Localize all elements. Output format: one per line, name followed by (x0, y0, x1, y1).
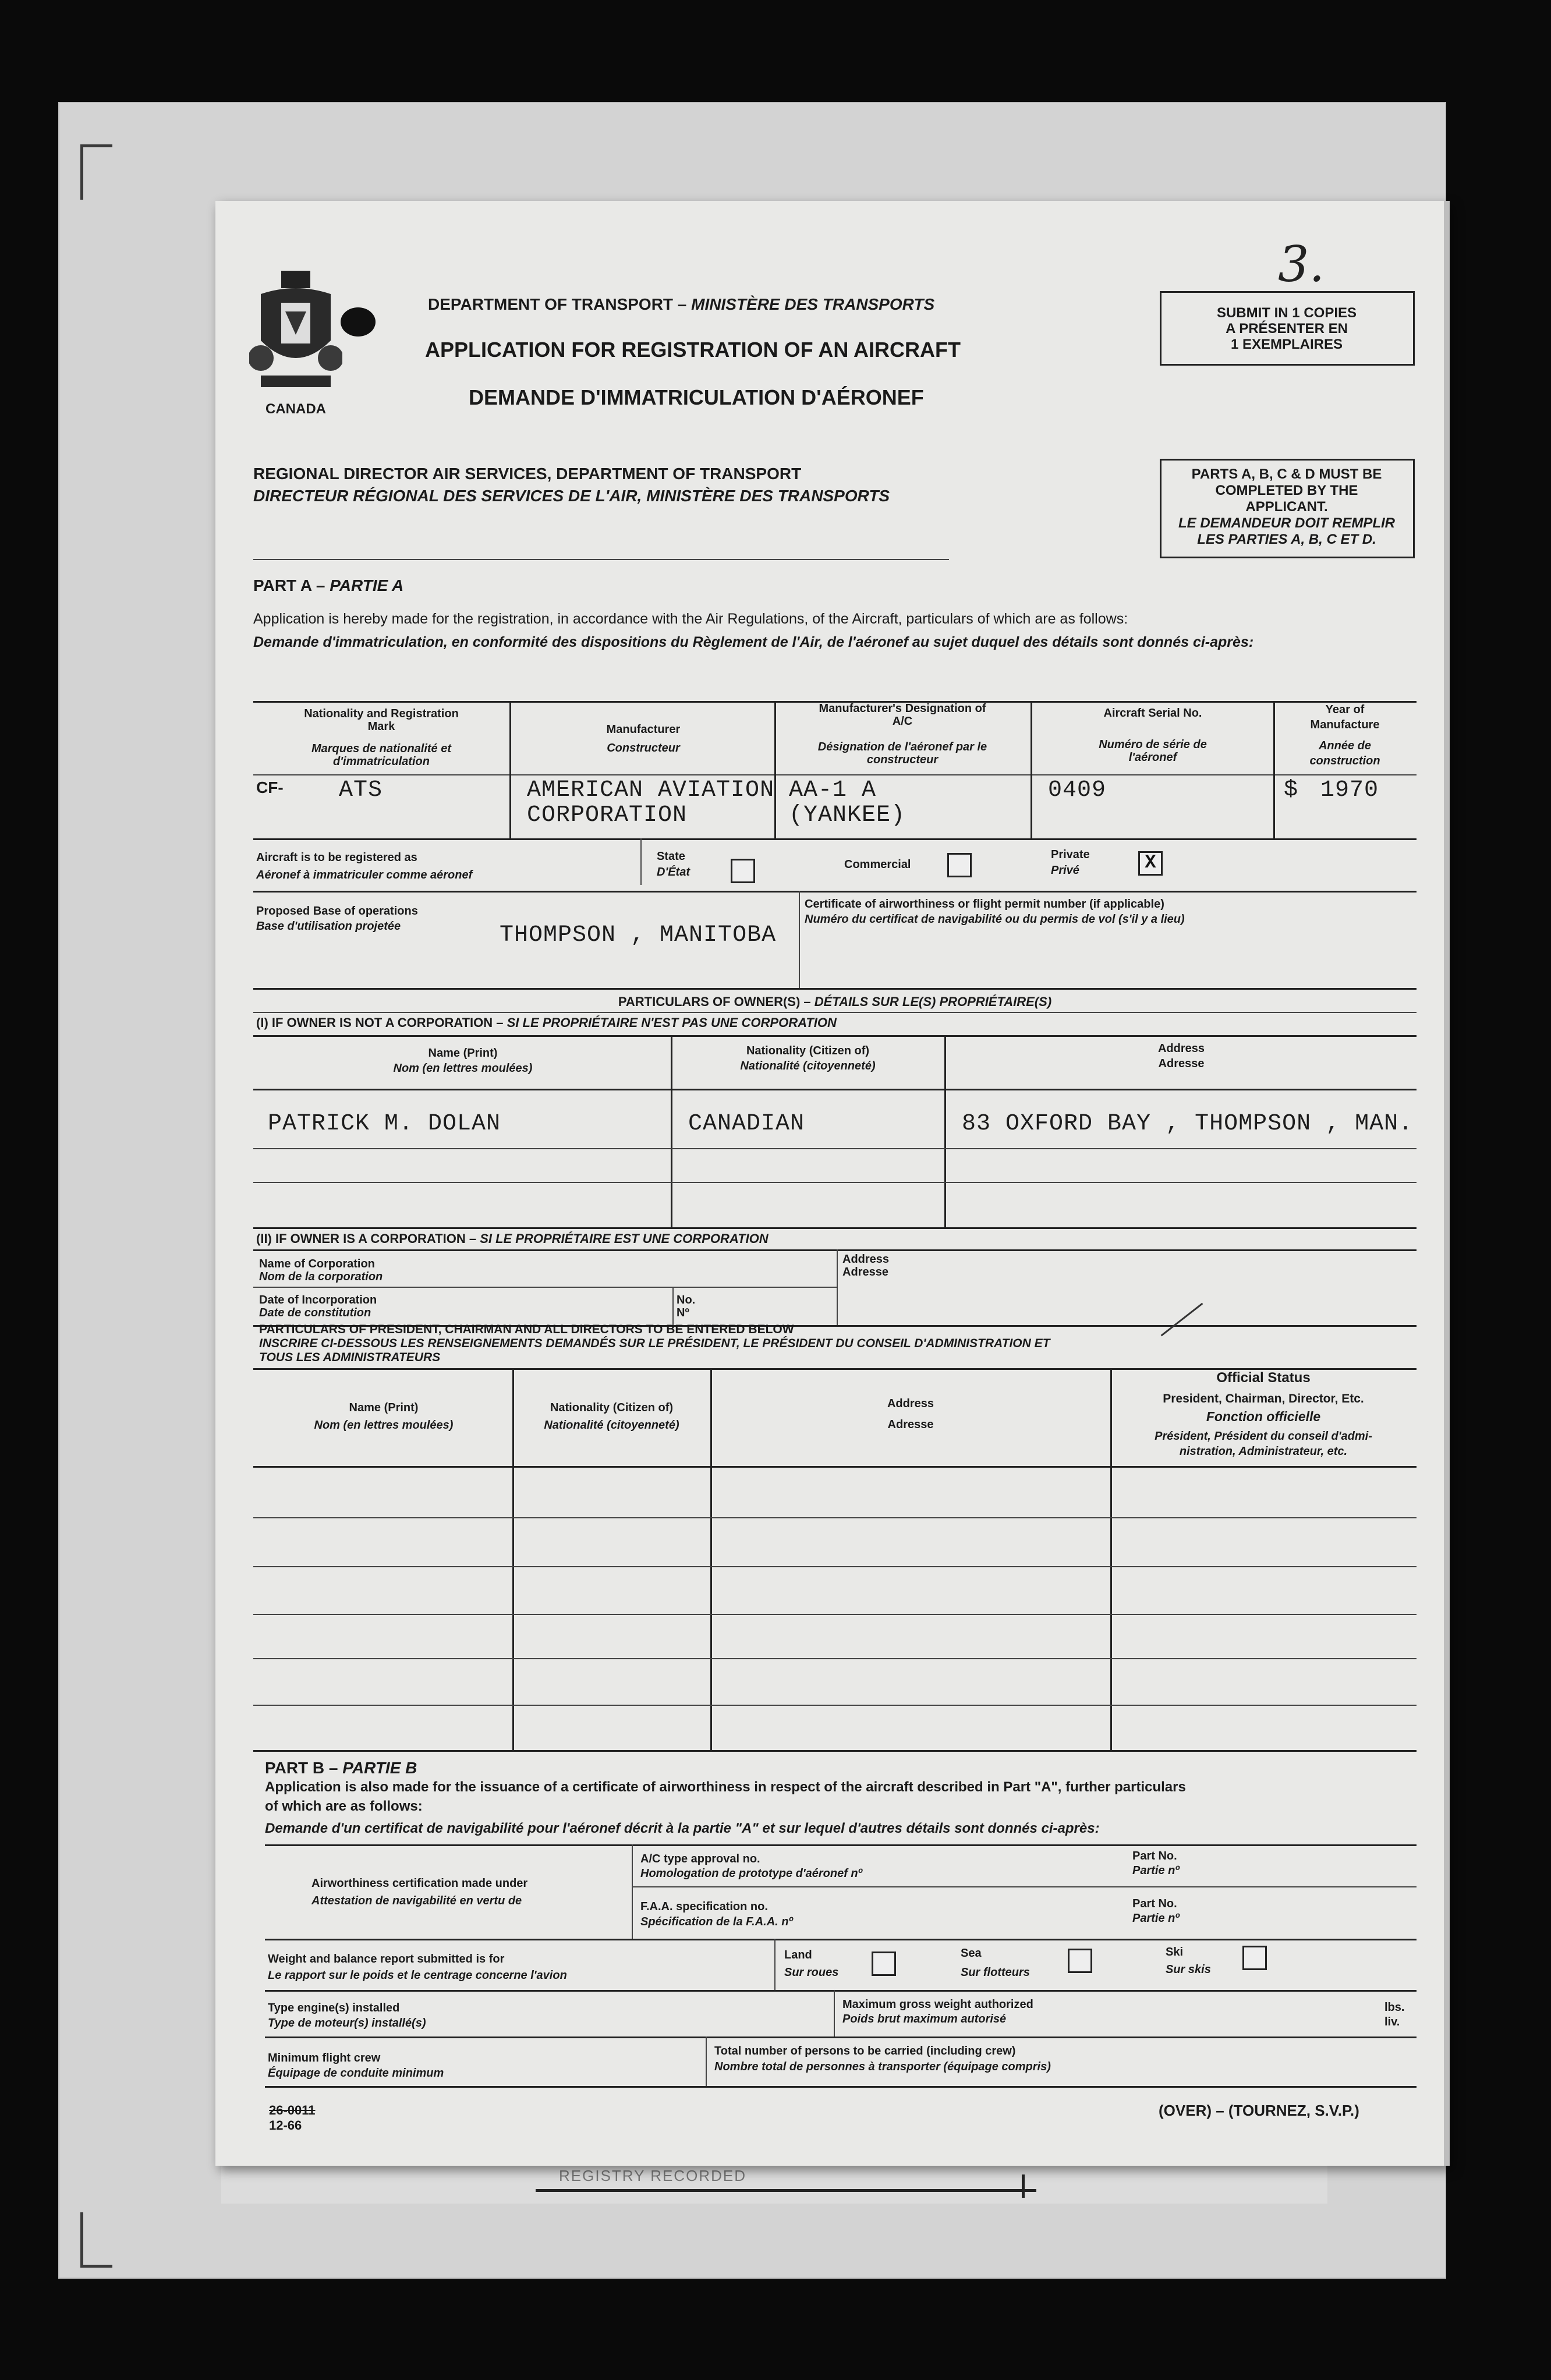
parts-line-2: COMPLETED BY THE (1215, 483, 1358, 498)
designation-value-line-1: AA-1 A (789, 777, 877, 803)
directors-instruction-fr-2: TOUS LES ADMINISTRATEURS (259, 1351, 441, 1364)
country-label: CANADA (265, 401, 326, 417)
part-a-heading: PART A – PARTIE A (253, 576, 404, 594)
corp-no-fr: Nº (677, 1306, 689, 1319)
directors-instruction-en: PARTICULARS OF PRESIDENT, CHAIRMAN AND ALL DIRECTORS TO BE ENTERED BELOW (259, 1323, 794, 1336)
base-divider (799, 891, 800, 989)
ac-type-fr: Homologation de prototype d'aéronef nº (640, 1867, 862, 1880)
frame-corner-bottom-left (80, 2212, 112, 2268)
weight-report-fr: Le rapport sur le poids et le centrage concerne l'avion (268, 1969, 567, 1982)
max-weight-en: Maximum gross weight authorized (842, 1998, 1033, 2011)
engine-en: Type engine(s) installed (268, 2002, 400, 2014)
owners-title: PARTICULARS OF OWNER(S) – DÉTAILS SUR LE(S) PROPRIÉTAIRE(S) (618, 994, 1052, 1009)
owner-header-bottom (253, 1089, 1417, 1090)
state-fr: D'État (657, 866, 690, 879)
part-b-intro-fr: Demande d'un certificat de navigabilité pour l'aéronef décrit à la partie "A" et sur lequel d'autres détails sont donnés ci-après: (265, 1821, 1100, 1836)
owner-name-header-en: Name (Print) (428, 1047, 498, 1060)
certificate-label-en: Certificate of airworthiness or flight permit number (if applicable) (805, 898, 1164, 911)
corp-date-fr: Date de constitution (259, 1306, 371, 1319)
weight-divider (774, 1939, 776, 1990)
official-status-fr-1: Fonction officielle (1206, 1409, 1321, 1424)
corp-address-fr: Adresse (842, 1266, 888, 1278)
faa-en: F.A.A. specification no. (640, 1900, 768, 1913)
part-no-1-fr: Partie nº (1132, 1864, 1180, 1877)
land-fr: Sur roues (784, 1966, 839, 1979)
commercial-label: Commercial (844, 858, 911, 871)
official-status-title: Official Status (1216, 1370, 1311, 1386)
year-value: 1970 (1320, 777, 1379, 803)
department-line (428, 295, 934, 314)
owner-name-value: PATRICK M. DOLAN (268, 1111, 501, 1137)
over-label: (OVER) – (TOURNEZ, S.V.P.) (1159, 2102, 1359, 2119)
col-designation-en: Manufacturer's Designation of A/C (819, 702, 986, 728)
base-label-en: Proposed Base of operations (256, 905, 418, 918)
parts-line-1: PARTS A, B, C & D MUST BE (1191, 466, 1382, 482)
directors-instruction-fr-1: INSCRIRE CI-DESSOUS LES RENSEIGNEMENTS DEMANDÉS SUR LE PRÉSIDENT, LE PRÉSIDENT DU CONSEIL D'ADMINISTRATION ET (259, 1337, 1050, 1350)
stamp-tick (1022, 2174, 1025, 2198)
directors-row-line-5 (253, 1705, 1417, 1706)
corp-name-fr: Nom de la corporation (259, 1270, 383, 1283)
part-b-intro-en-1: Application is also made for the issuance of a certificate of airworthiness in respect of the aircraft described in Part "A", further particulars (265, 1779, 1186, 1795)
owner-nationality-header-en: Nationality (Citizen of) (746, 1044, 870, 1057)
crew-divider (706, 2037, 707, 2086)
registered-as-fr: Aéronef à immatriculer comme aéronef (256, 869, 473, 881)
part-b-table-top (265, 1844, 1417, 1846)
crew-fr: Équipage de conduite minimum (268, 2067, 444, 2080)
owner-address-header-fr: Adresse (1158, 1057, 1205, 1070)
part-no-1-en: Part No. (1132, 1850, 1177, 1862)
corp-row-line (253, 1287, 837, 1288)
corp-address-divider (837, 1249, 838, 1325)
official-status-en: President, Chairman, Director, Etc. (1163, 1392, 1364, 1405)
table-a-header-divider (253, 774, 1417, 775)
table-a-bottom (253, 838, 1417, 840)
registered-divider (640, 838, 642, 885)
ink-blot (341, 307, 376, 337)
owner-address-header-en: Address (1157, 1042, 1205, 1055)
cert-divider (632, 1844, 633, 1939)
registry-stamp-text: REGISTRY RECORDED (559, 2167, 746, 2184)
corp-no-en: No. (677, 1294, 696, 1306)
crew-en: Minimum flight crew (268, 2052, 381, 2064)
land-checkbox[interactable] (872, 1952, 896, 1976)
part-b-heading: PART B – PARTIE B (265, 1759, 417, 1777)
weight-report-en: Weight and balance report submitted is for (268, 1953, 505, 1965)
col-serial-en: Aircraft Serial No. (1103, 707, 1202, 720)
manufacturer-value-line-2: CORPORATION (527, 802, 688, 828)
owners-title-line (253, 1012, 1417, 1013)
corp-no-divider (672, 1287, 674, 1325)
sea-checkbox[interactable] (1068, 1949, 1092, 1973)
addressee-fr: DIRECTEUR RÉGIONAL DES SERVICES DE L'AIR, MINISTÈRE DES TRANSPORTS (253, 487, 890, 505)
private-en: Private (1051, 848, 1090, 861)
stamp-underline (536, 2189, 1036, 2192)
directors-nationality-en: Nationality (Citizen of) (550, 1401, 674, 1414)
directors-row-line-1 (253, 1517, 1417, 1518)
owner-corp-heading: (II) IF OWNER IS A CORPORATION – SI LE PROPRIÉTAIRE EST UNE CORPORATION (256, 1231, 769, 1246)
col-registration-en: Nationality and Registration Mark (304, 707, 459, 733)
ski-en: Ski (1166, 1946, 1184, 1958)
official-status-fr-3: nistration, Administrateur, etc. (1179, 1445, 1348, 1458)
liv-unit: liv. (1384, 2016, 1400, 2028)
parts-line-4: LE DEMANDEUR DOIT REMPLIR (1178, 515, 1395, 531)
submit-line-3: 1 EXEMPLAIRES (1230, 337, 1343, 352)
commercial-checkbox[interactable] (947, 853, 972, 877)
corp-address-en: Address (842, 1253, 890, 1266)
part-a-intro-fr: Demande d'immatriculation, en conformité des dispositions du Règlement de l'Air, de l'aéronef au sujet duquel des détails sont donnés ci-après: (253, 634, 1254, 650)
private-fr: Privé (1051, 864, 1079, 877)
nationality-prefix: CF- (256, 778, 284, 796)
engine-fr: Type de moteur(s) installé(s) (268, 2017, 426, 2030)
year-overstrike: $ (1284, 777, 1299, 803)
lbs-unit: lbs. (1384, 2001, 1405, 2014)
directors-row-line-2 (253, 1566, 1417, 1567)
form-title-en: APPLICATION FOR REGISTRATION OF AN AIRCRAFT (425, 338, 961, 362)
paper-bottom-edge (221, 2163, 1327, 2204)
official-status-fr-2: Président, Président du conseil d'admi- (1155, 1430, 1372, 1443)
parts-line-3: APPLICANT. (1245, 499, 1328, 515)
state-en: State (657, 850, 685, 863)
certificate-label-fr: Numéro du certificat de navigabilité ou du permis de vol (s'il y a lieu) (805, 913, 1185, 926)
cert-row-bottom (265, 1939, 1417, 1940)
frame-corner-top-left (80, 144, 112, 200)
directors-name-fr: Nom (en lettres moulées) (314, 1419, 454, 1432)
directors-address-en: Address (887, 1397, 934, 1410)
department-fr: MINISTÈRE DES TRANSPORTS (691, 295, 935, 313)
table-a-vline-2 (774, 701, 776, 838)
state-checkbox[interactable] (731, 859, 755, 883)
part-b-table-bottom (265, 2086, 1417, 2088)
sea-en: Sea (961, 1947, 982, 1960)
directors-name-en: Name (Print) (349, 1401, 419, 1414)
max-weight-fr: Poids brut maximum autorisé (842, 2013, 1007, 2025)
owner-table-top (253, 1035, 1417, 1037)
serial-no-value: 0409 (1048, 777, 1107, 803)
part-a-intro-en: Application is hereby made for the registration, in accordance with the Air Regulations, of the Aircraft, particulars of which are as follows: (253, 611, 1128, 627)
form-date: 12-66 (269, 2118, 302, 2133)
submit-line-1: SUBMIT IN 1 COPIES (1216, 305, 1357, 321)
designation-value-line-2: (YANKEE) (789, 802, 906, 828)
owner-row-line-1 (253, 1148, 1417, 1149)
parts-line-5: LES PARTIES A, B, C ET D. (1197, 532, 1376, 547)
handwritten-number: 3. (1278, 236, 1325, 293)
table-a-vline-4 (1273, 701, 1275, 838)
part-no-2-en: Part No. (1132, 1897, 1177, 1910)
directors-row-line-3 (253, 1614, 1417, 1615)
cert-under-fr: Attestation de navigabilité en vertu de (311, 1894, 522, 1907)
addressee-underline (253, 559, 949, 560)
col-manufacturer-en: Manufacturer (606, 723, 681, 736)
private-checkbox[interactable]: X (1138, 851, 1163, 876)
sea-fr: Sur flotteurs (961, 1966, 1030, 1979)
part-b-intro-en-2: of which are as follows: (265, 1798, 423, 1814)
weight-row-bottom (265, 1990, 1417, 1992)
base-value: THOMPSON , MANITOBA (500, 922, 777, 948)
base-label-fr: Base d'utilisation projetée (256, 920, 401, 933)
addressee-en: REGIONAL DIRECTOR AIR SERVICES, DEPARTMENT OF TRANSPORT (253, 465, 802, 483)
col-manufacturer-fr: Constructeur (607, 742, 680, 755)
col-year-en: Year of Manufacture (1310, 703, 1380, 731)
canada-coat-of-arms-icon (249, 271, 342, 399)
directors-nationality-fr: Nationalité (citoyenneté) (544, 1419, 679, 1432)
owner-not-corp-heading: (I) IF OWNER IS NOT A CORPORATION – SI LE PROPRIÉTAIRE N'EST PAS UNE CORPORATION (256, 1015, 837, 1030)
owner-table-bottom (253, 1227, 1417, 1229)
land-en: Land (784, 1949, 812, 1961)
faa-fr: Spécification de la F.A.A. nº (640, 1915, 793, 1928)
directors-row-line-4 (253, 1658, 1417, 1659)
directors-address-fr: Adresse (887, 1418, 934, 1431)
corp-name-en: Name of Corporation (259, 1258, 375, 1270)
col-year-fr: Année de construction (1309, 739, 1380, 767)
corp-table-top (253, 1249, 1417, 1251)
form-number: 26-0011 (269, 2103, 316, 2117)
directors-header-bottom (253, 1466, 1417, 1468)
cert-under-en: Airworthiness certification made under (311, 1877, 528, 1890)
ski-checkbox[interactable] (1242, 1946, 1267, 1970)
manufacturer-value-line-1: AMERICAN AVIATION (527, 777, 775, 803)
persons-fr: Nombre total de personnes à transporter (équipage compris) (714, 2060, 1051, 2073)
owner-name-header-fr: Nom (en lettres moulées) (393, 1062, 533, 1075)
ski-fr: Sur skis (1166, 1963, 1211, 1976)
directors-table-bottom (253, 1750, 1417, 1752)
engine-row-bottom (265, 2037, 1417, 2038)
part-no-2-fr: Partie nº (1132, 1912, 1180, 1925)
table-a-vline-3 (1031, 701, 1032, 838)
directors-vline-3 (1110, 1368, 1112, 1751)
owner-nationality-value: CANADIAN (688, 1111, 805, 1137)
form-title-fr: DEMANDE D'IMMATRICULATION D'AÉRONEF (469, 385, 924, 409)
submit-line-2: A PRÉSENTER EN (1226, 321, 1348, 337)
col-serial-fr: Numéro de série de l'aéronef (1099, 738, 1207, 764)
owner-nationality-header-fr: Nationalité (citoyenneté) (740, 1060, 876, 1072)
col-registration-fr: Marques de nationalité et d'immatriculation (311, 742, 452, 768)
col-designation-fr: Désignation de l'aéronef par le constructeur (817, 741, 987, 766)
owner-address-value: 83 OXFORD BAY , THOMPSON , MAN. (962, 1111, 1414, 1137)
registration-mark-value: ATS (339, 777, 383, 803)
registered-as-en: Aircraft is to be registered as (256, 851, 417, 864)
persons-en: Total number of persons to be carried (including crew) (714, 2045, 1016, 2057)
owner-row-line-2 (253, 1182, 1417, 1183)
corp-date-en: Date of Incorporation (259, 1294, 377, 1306)
registered-row-bottom (253, 891, 1417, 892)
department-en: DEPARTMENT OF TRANSPORT – (428, 295, 692, 313)
table-a-vline-1 (509, 701, 511, 838)
base-row-bottom (253, 988, 1417, 990)
engine-divider (834, 1990, 835, 2037)
ac-type-en: A/C type approval no. (640, 1853, 760, 1865)
cert-inner-line (632, 1886, 1417, 1887)
